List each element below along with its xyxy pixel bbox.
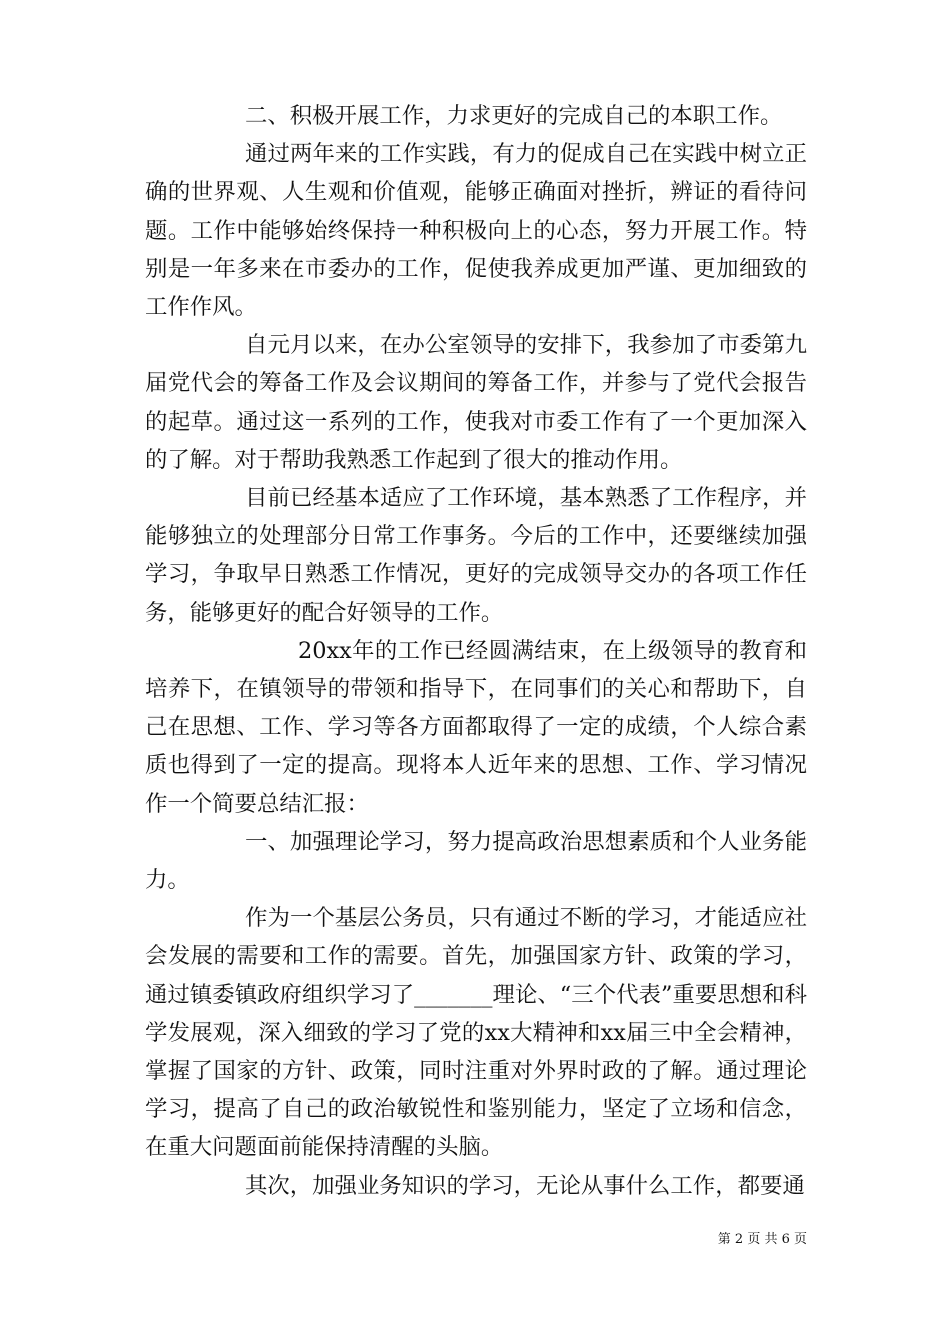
paragraph: 一、加强理论学习，努力提高政治思想素质和个人业务能力。 bbox=[145, 828, 807, 894]
paragraph: 二、积极开展工作，力求更好的完成自己的本职工作。 bbox=[245, 103, 783, 129]
document-body bbox=[145, 97, 807, 1205]
paragraph: 20xx年的工作已经圆满结束，在上级领导的教育和培养下，在镇领导的带领和指导下，在同事们的关心和帮助下，自己在思想、工作、学习等各方面都取得了一定的成绩，个人综合素质也得到了一定的提高。现将本人近年来的思想、工作、学习情况作一个简要总结汇报： bbox=[145, 637, 807, 817]
paragraph: 作为一个基层公务员，只有通过不断的学习，才能适应社会发展的需要和工作的需要。首先，加强国家方针、政策的学习，通过镇委镇政府组织学习了_______理论、“三个代表”重要思想和科学发展观，深入细致的学习了党的xx大精神和xx届三中全会精神，掌握了国家的方针、政策，同时注重对外界时政的了解。通过理论学习，提高了自己的政治敏锐性和鉴别能力，坚定了立场和信念，在重大问题面前能保持清醒的头脑。 bbox=[145, 905, 807, 1161]
paragraph: 其次，加强业务知识的学习，无论从事什么工作，都要通 bbox=[245, 1172, 805, 1199]
page-number-footer: 第 2 页 共 6 页 bbox=[717, 1232, 807, 1247]
paragraph: 通过两年来的工作实践，有力的促成自己在实践中树立正确的世界观、人生观和价值观，能够正确面对挫折，辨证的看待问题。工作中能够始终保持一种积极向上的心态，努力开展工作。特别是一年多来在市委办的工作，促使我养成更加严谨、更加细致的工作作风。 bbox=[145, 141, 807, 321]
paragraph: 自元月以来，在办公室领导的安排下，我参加了市委第九届党代会的筹备工作及会议期间的筹备工作，并参与了党代会报告的起草。通过这一系列的工作，使我对市委工作有了一个更加深入的了解。对于帮助我熟悉工作起到了很大的推动作用。 bbox=[145, 332, 807, 473]
paragraph: 目前已经基本适应了工作环境，基本熟悉了工作程序，并能够独立的处理部分日常工作事务。今后的工作中，还要继续加强学习，争取早日熟悉工作情况，更好的完成领导交办的各项工作任务，能够更好的配合好领导的工作。 bbox=[145, 485, 807, 626]
